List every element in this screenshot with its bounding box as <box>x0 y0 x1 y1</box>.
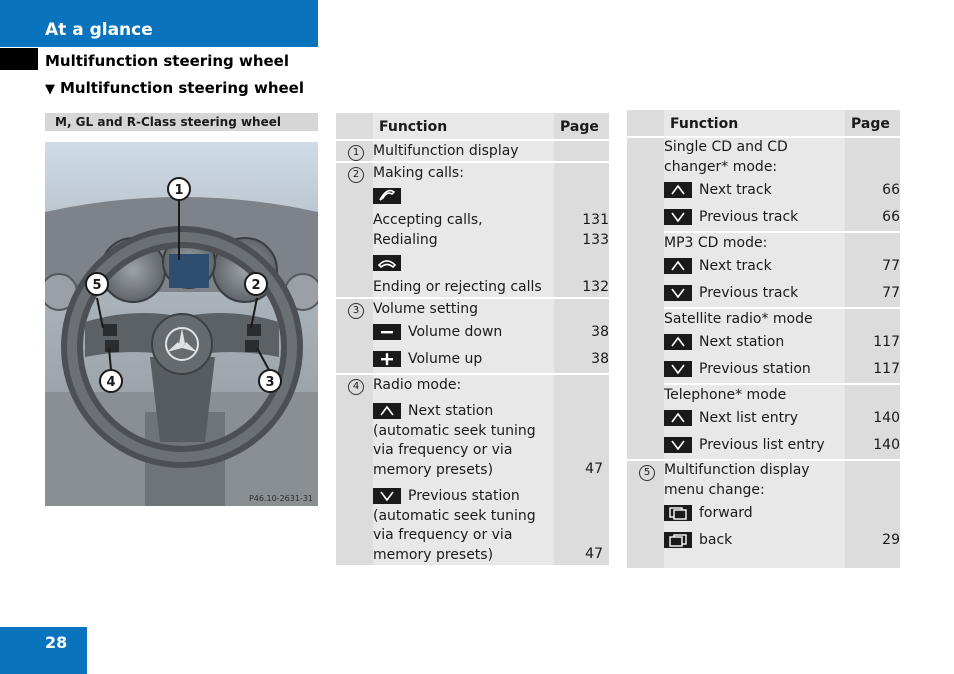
arrow-up-icon <box>373 403 401 419</box>
header-page: Page <box>845 110 900 137</box>
page-ref: 117 <box>873 361 900 377</box>
forward-text: forward <box>699 505 753 521</box>
page-ref: 38 <box>591 324 609 340</box>
arrow-up-icon <box>664 258 692 274</box>
callout-2: 2 <box>251 278 261 293</box>
header-page: Page <box>554 113 609 140</box>
page-ref: 140 <box>873 410 900 426</box>
next-station-text: Next station <box>699 334 785 350</box>
back-text: back <box>699 532 733 548</box>
item-number: 1 <box>348 145 364 161</box>
next-track-text: Next track <box>699 182 772 198</box>
row-title: Multifunction display <box>373 143 519 159</box>
row-title: Radio mode: <box>373 377 462 393</box>
satellite-mode-title: Satellite radio* mode <box>664 311 813 327</box>
table-row <box>627 232 900 308</box>
item-number: 4 <box>348 379 364 395</box>
table-row <box>336 298 609 374</box>
arrow-down-icon <box>664 437 692 453</box>
section-marker <box>0 48 38 70</box>
table-row <box>627 384 900 460</box>
next-station-desc: (automatic seek tuning via frequency or via memory presets) <box>373 422 536 478</box>
next-list-entry-text: Next list entry <box>699 410 799 426</box>
page-ref: 117 <box>873 334 900 350</box>
page-ref: 131 <box>582 212 609 228</box>
previous-station-desc: (automatic seek tuning via frequency or via memory presets) <box>373 507 536 563</box>
display-back-icon <box>664 532 692 548</box>
page-ref: 140 <box>873 437 900 453</box>
page-ref: 47 <box>585 546 603 562</box>
arrow-up-icon <box>664 334 692 350</box>
page-ref: 66 <box>882 182 900 198</box>
function-table-left <box>336 113 609 565</box>
header-function: Function <box>664 110 845 137</box>
page-ref: 38 <box>591 351 609 367</box>
item-number: 5 <box>639 465 655 481</box>
arrow-up-icon <box>664 182 692 198</box>
section-title: Multifunction steering wheel <box>45 52 289 70</box>
table-row <box>336 140 609 162</box>
function-table-right <box>627 110 900 568</box>
plus-icon <box>373 351 401 367</box>
telephone-mode-title: Telephone* mode <box>664 387 787 403</box>
phone-pickup-icon <box>373 188 401 204</box>
volume-down-text: Volume down <box>408 324 503 340</box>
next-station-text: Next station <box>408 403 494 419</box>
callout-5: 5 <box>92 278 102 293</box>
header-num <box>336 113 373 140</box>
accept-calls-text: Accepting calls, <box>373 212 483 228</box>
phone-hangup-icon <box>373 255 401 271</box>
page-ref: 66 <box>882 209 900 225</box>
header-num <box>627 110 664 137</box>
item-number: 3 <box>348 303 364 319</box>
callout-1: 1 <box>174 183 184 198</box>
table-row <box>336 374 609 565</box>
page-number: 28 <box>45 633 68 652</box>
page-ref: 47 <box>585 461 603 477</box>
page-ref: 77 <box>882 285 900 301</box>
redial-text: Redialing <box>373 232 438 248</box>
minus-icon <box>373 324 401 340</box>
arrow-down-icon <box>664 209 692 225</box>
item-number: 2 <box>348 167 364 183</box>
arrow-down-icon <box>664 361 692 377</box>
header-function: Function <box>373 113 554 140</box>
page-ref: 132 <box>582 279 609 295</box>
sub-title <box>45 79 304 97</box>
figure-caption: M, GL and R-Class steering wheel <box>45 113 318 131</box>
previous-list-entry-text: Previous list entry <box>699 437 825 453</box>
arrow-down-icon <box>373 488 401 504</box>
page-ref: 29 <box>882 532 900 548</box>
previous-station-text: Previous station <box>699 361 811 377</box>
previous-track-text: Previous track <box>699 209 799 225</box>
page-ref: 133 <box>582 232 609 248</box>
arrow-down-icon <box>664 285 692 301</box>
steering-wheel-figure <box>45 142 318 506</box>
volume-up-text: Volume up <box>408 351 483 367</box>
previous-track-text: Previous track <box>699 285 799 301</box>
figure-code: P46.10-2631-31 <box>248 494 313 503</box>
table-row <box>627 137 900 232</box>
row-title: Making calls: <box>373 165 464 181</box>
cd-mode-title: Single CD and CD changer* mode: <box>664 139 788 175</box>
page-ref: 77 <box>882 258 900 274</box>
mp3-mode-title: MP3 CD mode: <box>664 235 768 251</box>
sub-title-text: Multifunction steering wheel <box>60 79 304 97</box>
triangle-down-icon: ▼ <box>45 82 55 97</box>
end-calls-text: Ending or rejecting calls <box>373 279 542 295</box>
arrow-up-icon <box>664 410 692 426</box>
row-title: Volume setting <box>373 301 479 317</box>
table-row <box>627 460 900 568</box>
callout-4: 4 <box>106 375 116 390</box>
header-title: At a glance <box>45 20 153 40</box>
next-track-text: Next track <box>699 258 772 274</box>
previous-station-text: Previous station <box>408 488 520 504</box>
callout-3: 3 <box>265 375 275 390</box>
table-row <box>627 308 900 384</box>
table-row <box>336 162 609 298</box>
display-forward-icon <box>664 505 692 521</box>
page-number-box <box>0 627 87 674</box>
menu-change-title: Multifunction display menu change: <box>664 462 810 498</box>
